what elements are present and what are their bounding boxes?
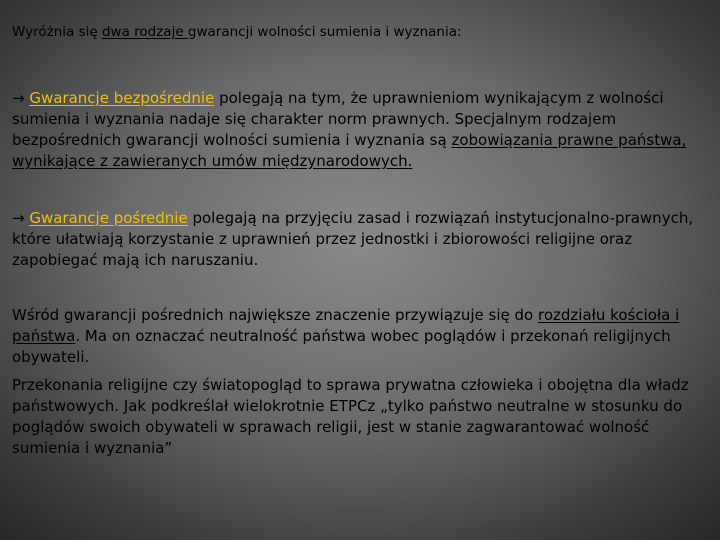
direct-guarantees-paragraph (12, 88, 714, 172)
direct-guarantees-text: polegają na tym, że uprawnieniom wynikającym z wolności sumienia i wyznania nadaje się charakter norm prawnych. Specjalnym rodzajem bezpośrednich gwarancji wolności sumienia i wyznania są (12, 89, 664, 149)
separation-underlined: rozdziału kościoła i państwa (12, 306, 680, 345)
indirect-guarantees-paragraph (12, 208, 714, 271)
private-matter-text: Przekonania religijne czy światopogląd to sprawa prywatna człowieka i obojętna dla władz państwowych. Jak podkreślał wielokrotnie ETPCz „tylko państwo neutralne w stosunku do poglądów swoich obywateli w sprawach religii, jest w stanie zagwarantować wolność sumienia i wyznania” (12, 376, 689, 457)
private-matter-paragraph (12, 375, 714, 459)
separation-paragraph (12, 305, 714, 368)
intro-line (12, 22, 462, 42)
indirect-guarantees-term: Gwarancje pośrednie (29, 209, 188, 227)
slide (12, 0, 714, 540)
intro-underlined: dwa rodzaje (101, 24, 188, 40)
arrow-icon: → (12, 209, 30, 227)
arrow-icon: → (12, 89, 30, 107)
intro-before: Wyróżnia się (12, 24, 102, 40)
direct-guarantees-term: Gwarancje bezpośrednie (29, 89, 215, 107)
indirect-guarantees-text: polegają na przyjęciu zasad i rozwiązań instytucjonalno-prawnych, które ułatwiają korzystanie z uprawnień przez jednostki i zbiorowości religijne oraz zapobiegać mają ich naruszaniu. (12, 209, 694, 269)
intro-after: gwarancji wolności sumienia i wyznania: (187, 24, 462, 40)
separation-after: . Ma on oznaczać neutralność państwa wobec poglądów i przekonań religijnych obywateli. (12, 327, 671, 366)
direct-guarantees-underlined: zobowiązania prawne państwa, wynikające z zawieranych umów międzynarodowych. (12, 131, 687, 170)
separation-before: Wśród gwarancji pośrednich największe znaczenie przywiązuje się do (12, 306, 538, 324)
